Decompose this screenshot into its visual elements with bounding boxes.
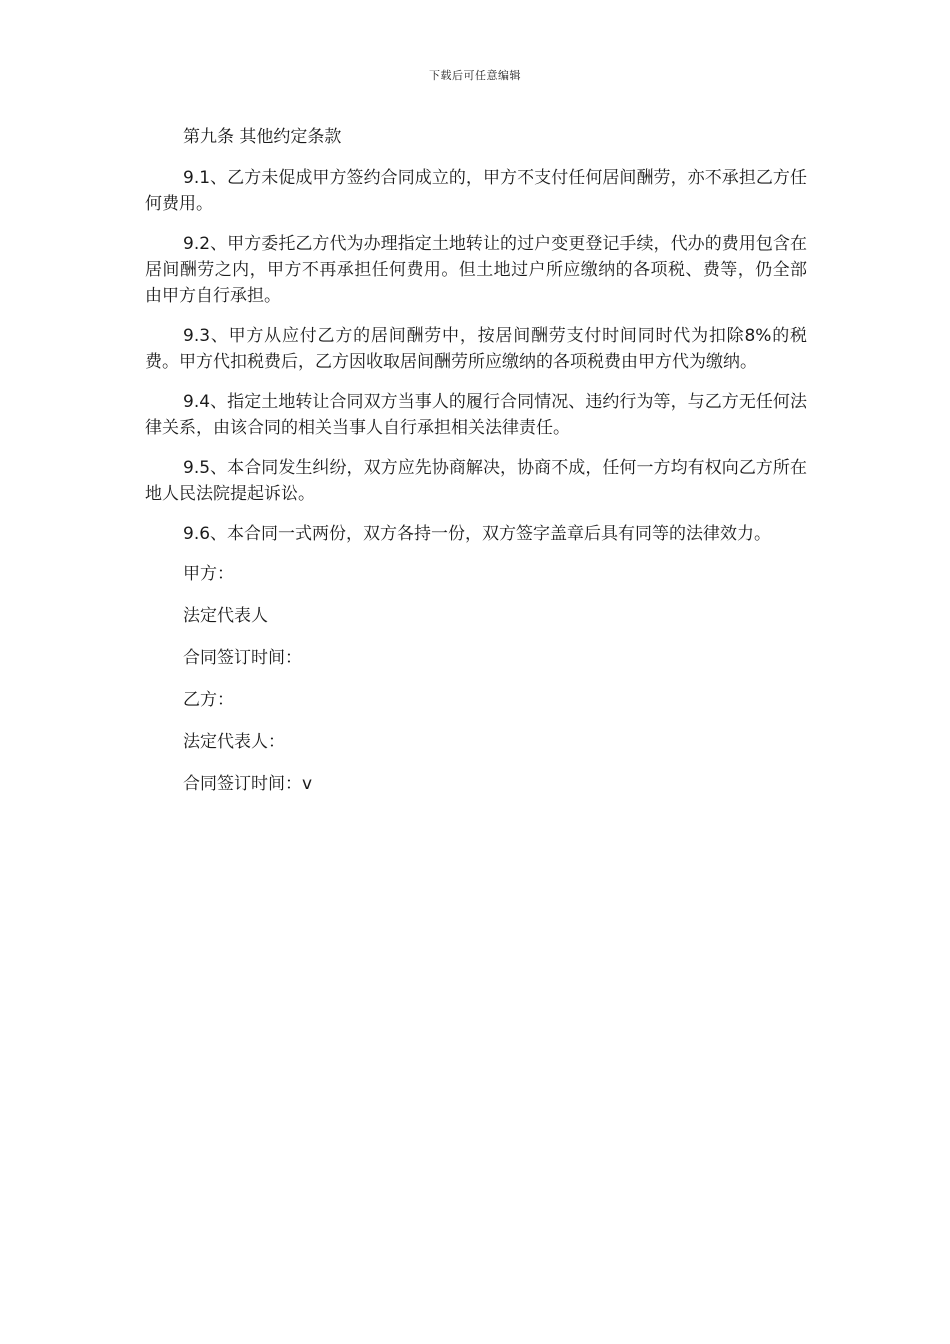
party-b-label: 乙方： bbox=[183, 690, 234, 710]
party-a-representative: 法定代表人 bbox=[183, 606, 268, 626]
clause-9-4: 9.4、指定土地转让合同双方当事人的履行合同情况、违约行为等，与乙方无任何法律关系，由该合同的相关当事人自行承担相关法律责任。 bbox=[145, 392, 807, 438]
section-title: 第九条 其他约定条款 bbox=[183, 127, 342, 147]
party-a-label: 甲方： bbox=[183, 564, 234, 584]
clause-9-1: 9.1、乙方未促成甲方签约合同成立的，甲方不支付任何居间酬劳，亦不承担乙方任何费用。 bbox=[145, 168, 807, 214]
clause-9-5: 9.5、本合同发生纠纷，双方应先协商解决，协商不成，任何一方均有权向乙方所在地人民法院提起诉讼。 bbox=[145, 458, 807, 504]
clause-9-2: 9.2、甲方委托乙方代为办理指定土地转让的过户变更登记手续，代办的费用包含在居间酬劳之内，甲方不再承担任何费用。但土地过户所应缴纳的各项税、费等，仍全部由甲方自行承担。 bbox=[145, 234, 807, 306]
clause-9-3: 9.3、甲方从应付乙方的居间酬劳中，按居间酬劳支付时间同时代为扣除8%的税费。甲方代扣税费后，乙方因收取居间酬劳所应缴纳的各项税费由甲方代为缴纳。 bbox=[145, 326, 807, 372]
party-a-sign-date: 合同签订时间： bbox=[183, 648, 302, 668]
party-b-representative: 法定代表人： bbox=[183, 732, 285, 752]
header-note: 下载后可任意编辑 bbox=[429, 69, 521, 82]
document-body bbox=[145, 124, 807, 813]
clause-9-6: 9.6、本合同一式两份，双方各持一份，双方签字盖章后具有同等的法律效力。 bbox=[183, 524, 772, 544]
party-b-sign-date: 合同签订时间：v bbox=[183, 774, 313, 794]
